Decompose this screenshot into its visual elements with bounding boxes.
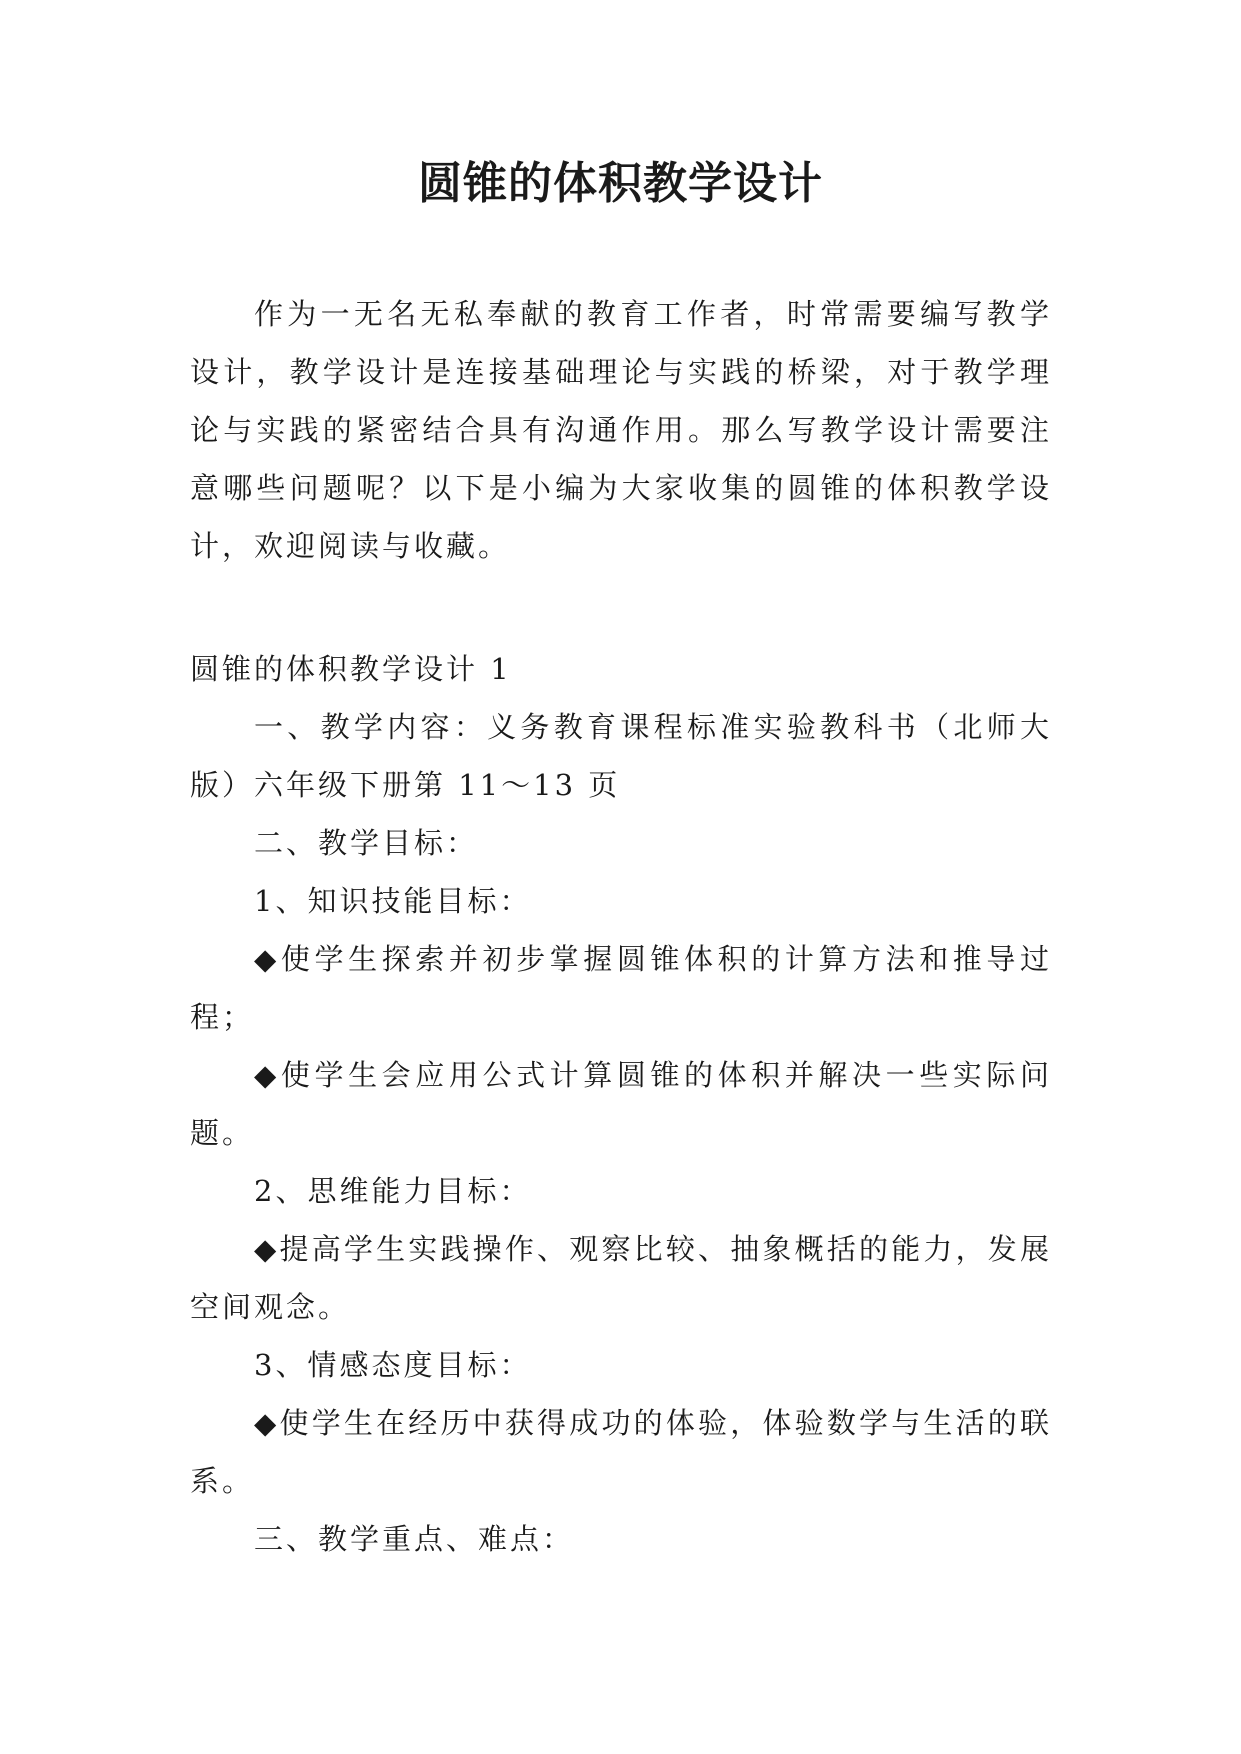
teaching-content-item: 一、教学内容：义务教育课程标准实验教科书（北师大版）六年级下册第 11～13 页 <box>190 710 1052 802</box>
intro-paragraph: 作为一无名无私奉献的教育工作者，时常需要编写教学设计，教学设计是连接基础理论与实践的桥梁，对于教学理论与实践的紧密结合具有沟通作用。那么写教学设计需要注意哪些问题呢？以下是小编为大家收集的圆锥的体积教学设计，欢迎阅读与收藏。 <box>190 297 1052 563</box>
emotion-goal-heading: 3、情感态度目标： <box>254 1348 532 1382</box>
knowledge-goal-heading: 1、知识技能目标： <box>254 884 532 918</box>
section-heading: 圆锥的体积教学设计 1 <box>190 652 512 686</box>
knowledge-goal-bullet: ◆使学生探索并初步掌握圆锥体积的计算方法和推导过程； <box>190 942 1052 1034</box>
knowledge-goal-bullet: ◆使学生会应用公式计算圆锥的体积并解决一些实际问题。 <box>190 1058 1052 1150</box>
thinking-goal-heading: 2、思维能力目标： <box>254 1174 532 1208</box>
document-title: 圆锥的体积教学设计 <box>418 158 823 209</box>
emotion-goal-bullet: ◆使学生在经历中获得成功的体验，体验数学与生活的联系。 <box>190 1406 1052 1498</box>
thinking-goal-bullet: ◆提高学生实践操作、观察比较、抽象概括的能力，发展空间观念。 <box>190 1232 1052 1324</box>
teaching-goals-heading: 二、教学目标： <box>254 826 479 860</box>
key-points-heading: 三、教学重点、难点： <box>254 1522 575 1556</box>
section-content <box>190 698 1052 1568</box>
